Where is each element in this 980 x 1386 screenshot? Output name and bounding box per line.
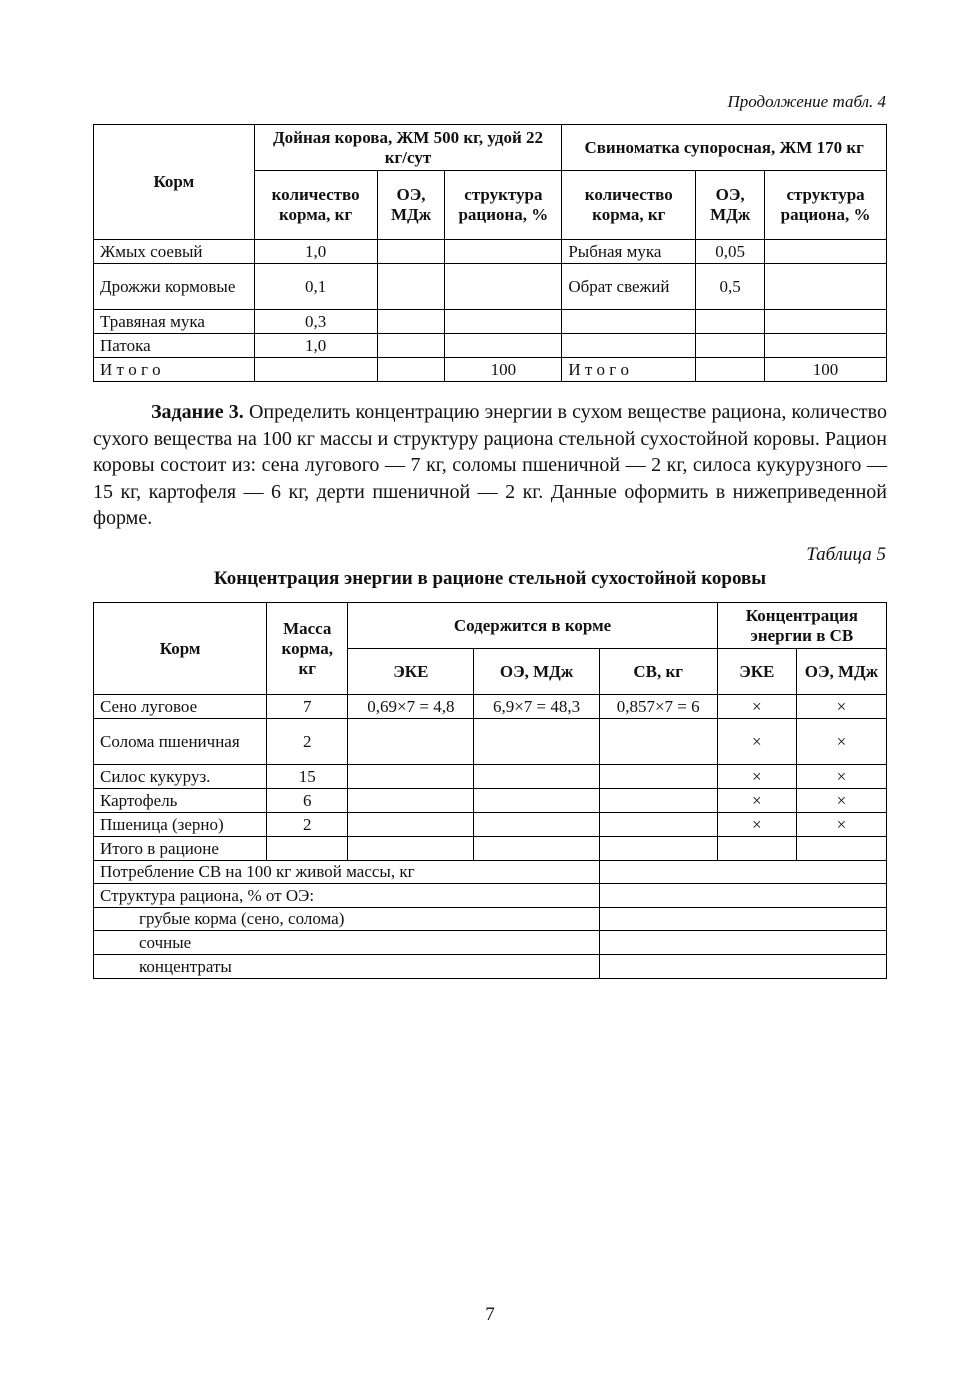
t5-feed: Пшеница (зерно) <box>94 813 267 837</box>
t5-feed: Солома пшеничная <box>94 719 267 765</box>
t5-empty-cell <box>599 837 717 861</box>
t4-feed: Травяная мука <box>94 310 255 334</box>
t4-empty-cell <box>377 334 445 358</box>
t5-conc-oe: × <box>796 789 886 813</box>
t5-eke: 0,69×7 = 4,8 <box>348 695 474 719</box>
t4-empty-cell <box>445 334 562 358</box>
table-row <box>94 765 887 789</box>
t4-qty-2: 0,5 <box>696 264 765 310</box>
t5-sv: 0,857×7 = 6 <box>599 695 717 719</box>
t5-empty-cell <box>267 837 348 861</box>
table-row <box>94 334 887 358</box>
t5-rough-label: грубые корма (сено, солома) <box>94 908 600 931</box>
t5-sv <box>599 719 717 765</box>
table-row <box>94 813 887 837</box>
t5-mass: 7 <box>267 695 348 719</box>
t5-structure-label: Структура рациона, % от ОЭ: <box>94 884 600 908</box>
t5-mass: 6 <box>267 789 348 813</box>
t4-feed-2: Обрат свежий <box>562 264 696 310</box>
t5-conc-eke: × <box>717 695 796 719</box>
t5-concentrates-label: концентраты <box>94 955 600 979</box>
t5-empty-cell <box>599 931 886 955</box>
t4-empty-cell <box>377 358 445 382</box>
t5-oe: 6,9×7 = 48,3 <box>474 695 599 719</box>
t4-empty-cell <box>765 310 887 334</box>
t4-empty-cell <box>765 334 887 358</box>
t4-empty-cell <box>445 310 562 334</box>
t4-total-struct-2: 100 <box>765 358 887 382</box>
table-row <box>94 310 887 334</box>
table-row <box>94 264 887 310</box>
t5-rough-row <box>94 908 887 931</box>
t4-col-oe: ОЭ, МДж <box>377 171 445 240</box>
task3-paragraph <box>93 399 887 532</box>
t5-oe <box>474 813 599 837</box>
t5-conc-oe: × <box>796 695 886 719</box>
t4-feed: Дрожжи кормовые <box>94 264 255 310</box>
t4-qty: 1,0 <box>254 240 377 264</box>
task3-label: Задание 3. <box>151 401 244 423</box>
t5-total-label: Итого в рационе <box>94 837 267 861</box>
t5-col-sv: СВ, кг <box>599 649 717 695</box>
t5-conc-eke: × <box>717 813 796 837</box>
table4 <box>93 124 887 382</box>
t5-feed: Сено луговое <box>94 695 267 719</box>
t4-empty-cell <box>445 264 562 310</box>
t5-conc-eke: × <box>717 765 796 789</box>
t5-total-row <box>94 837 887 861</box>
table-row <box>94 789 887 813</box>
t5-succulent-label: сочные <box>94 931 600 955</box>
t5-head-feed: Корм <box>94 603 267 695</box>
t5-sv <box>599 765 717 789</box>
t4-empty-cell <box>377 264 445 310</box>
t4-group-sow: Свиноматка супоросная, ЖМ 170 кг <box>562 125 887 171</box>
t4-qty: 0,1 <box>254 264 377 310</box>
t5-col-conc-eke: ЭКЕ <box>717 649 796 695</box>
t5-mass: 2 <box>267 719 348 765</box>
t5-empty-cell <box>796 837 886 861</box>
t5-eke <box>348 765 474 789</box>
t5-oe <box>474 719 599 765</box>
t4-feed-2 <box>562 310 696 334</box>
t4-total-row <box>94 358 887 382</box>
t5-eke <box>348 789 474 813</box>
t5-structure-row <box>94 884 887 908</box>
table-row <box>94 719 887 765</box>
t4-col-struct: структура рациона, % <box>445 171 562 240</box>
t4-empty-cell <box>445 240 562 264</box>
t4-col-struct-2: структура рациона, % <box>765 171 887 240</box>
t5-empty-cell <box>474 837 599 861</box>
t5-col-eke: ЭКЕ <box>348 649 474 695</box>
t5-head-mass: Масса корма, кг <box>267 603 348 695</box>
table-row <box>94 695 887 719</box>
t5-empty-cell <box>599 861 886 884</box>
t5-eke <box>348 719 474 765</box>
t4-qty-2 <box>696 334 765 358</box>
t4-empty-cell <box>765 264 887 310</box>
t5-concentrates-row <box>94 955 887 979</box>
t5-conc-eke: × <box>717 719 796 765</box>
t5-head-contains: Содержится в корме <box>348 603 717 649</box>
task3-text: Определить концентрацию энергии в сухом веществе рациона, количество сухого вещества на 100 кг массы и структуру рациона стельной сухостойной коровы. Рацион коровы состоит из: сена лугового — 7 кг, соломы пшеничной — 2 кг, силоса кукурузного — 15 кг, картофеля — 6 кг, дерти пшеничной — 2 кг. Данные оформить в нижеприведенной форме. <box>93 401 887 529</box>
t5-eke <box>348 813 474 837</box>
t4-group-cow: Дойная корова, ЖМ 500 кг, удой 22 кг/сут <box>254 125 562 171</box>
t5-oe <box>474 765 599 789</box>
t5-sv <box>599 789 717 813</box>
t5-mass: 15 <box>267 765 348 789</box>
t5-mass: 2 <box>267 813 348 837</box>
t5-conc-eke: × <box>717 789 796 813</box>
table4-continuation-caption: Продолжение табл. 4 <box>727 92 886 111</box>
t5-oe <box>474 789 599 813</box>
t5-col-oe: ОЭ, МДж <box>474 649 599 695</box>
t4-empty-cell <box>254 358 377 382</box>
t4-total-label-2: И т о г о <box>562 358 696 382</box>
t4-qty: 1,0 <box>254 334 377 358</box>
t5-conc-oe: × <box>796 719 886 765</box>
t4-empty-cell <box>696 358 765 382</box>
t4-qty: 0,3 <box>254 310 377 334</box>
t4-feed: Жмых соевый <box>94 240 255 264</box>
t4-feed-2 <box>562 334 696 358</box>
table5-title: Концентрация энергии в рационе стельной сухостойной коровы <box>213 568 767 589</box>
t5-feed: Картофель <box>94 789 267 813</box>
t5-empty-cell <box>599 955 886 979</box>
t4-qty-2 <box>696 310 765 334</box>
t4-feed-2: Рыбная мука <box>562 240 696 264</box>
t5-head-conc: Концентрация энергии в СВ <box>717 603 886 649</box>
t4-empty-cell <box>377 310 445 334</box>
table-row <box>94 240 887 264</box>
table5 <box>93 602 887 979</box>
t4-total-struct: 100 <box>445 358 562 382</box>
t5-sv-row <box>94 861 887 884</box>
page-number: 7 <box>485 1304 495 1325</box>
t5-col-conc-oe: ОЭ, МДж <box>796 649 886 695</box>
t4-feed: Патока <box>94 334 255 358</box>
t4-empty-cell <box>765 240 887 264</box>
t5-empty-cell <box>599 884 886 908</box>
t5-conc-oe: × <box>796 765 886 789</box>
t4-col-qty: количество корма, кг <box>254 171 377 240</box>
t4-empty-cell <box>377 240 445 264</box>
t5-sv <box>599 813 717 837</box>
t5-empty-cell <box>599 908 886 931</box>
t5-feed: Силос кукуруз. <box>94 765 267 789</box>
t5-sv-per-100-label: Потребление СВ на 100 кг живой массы, кг <box>94 861 600 884</box>
t4-total-label: И т о г о <box>94 358 255 382</box>
t4-col-oe-2: ОЭ, МДж <box>696 171 765 240</box>
t5-conc-oe: × <box>796 813 886 837</box>
t5-succulent-row <box>94 931 887 955</box>
t4-qty-2: 0,05 <box>696 240 765 264</box>
t4-head-feed: Корм <box>94 125 255 240</box>
t5-empty-cell <box>717 837 796 861</box>
t4-col-qty-2: количество корма, кг <box>562 171 696 240</box>
t5-empty-cell <box>348 837 474 861</box>
table5-number: Таблица 5 <box>806 544 886 565</box>
